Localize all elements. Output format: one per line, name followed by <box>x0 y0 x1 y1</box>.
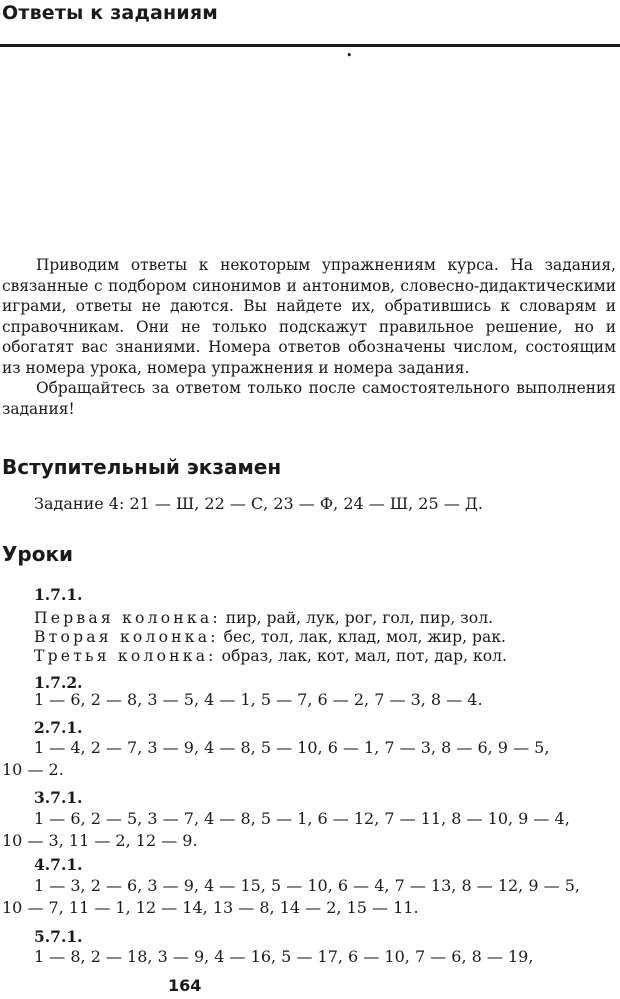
answers-2-7-1 <box>2 737 614 781</box>
page-header-title: Ответы к заданиям <box>2 2 218 24</box>
lesson-id-1-7-1: 1.7.1. <box>34 585 83 604</box>
print-speck: • <box>346 49 353 62</box>
column-line-1 <box>34 609 493 627</box>
exam-task-answers: Задание 4: 21 — Ш, 22 — С, 23 — Ф, 24 — Ш, 25 — Д. <box>34 494 483 513</box>
header-rule <box>0 44 620 47</box>
page-number: 164 <box>168 976 202 995</box>
answers-1-7-2 <box>2 689 614 711</box>
answers-5-7-1 <box>2 946 614 968</box>
lesson-id-2-7-1: 2.7.1. <box>34 718 83 737</box>
answers-line: 1 — 3, 2 — 6, 3 — 9, 4 — 15, 5 — 10, 6 — 4, 7 — 13, 8 — 12, 9 — 5, <box>34 876 580 895</box>
section-title-lessons: Уроки <box>2 542 74 566</box>
answers-line-continued: 10 — 7, 11 — 1, 12 — 14, 13 — 8, 14 — 2, 15 — 11. <box>2 898 419 917</box>
intro-text <box>2 255 616 419</box>
answers-4-7-1 <box>2 875 614 919</box>
answers-line: 1 — 6, 2 — 5, 3 — 7, 4 — 8, 5 — 1, 6 — 12, 7 — 11, 8 — 10, 9 — 4, <box>34 809 570 828</box>
column-words-3: образ, лак, кот, мал, пот, дар, кол. <box>221 647 507 665</box>
answers-line: 1 — 6, 2 — 8, 3 — 5, 4 — 1, 5 — 7, 6 — 2, 7 — 3, 8 — 4. <box>34 690 483 709</box>
column-words-1: пир, рай, лук, рог, гол, пир, зол. <box>225 609 494 627</box>
lesson-id-4-7-1: 4.7.1. <box>34 855 83 874</box>
section-title-exam: Вступительный экзамен <box>2 455 282 479</box>
answers-line: 1 — 4, 2 — 7, 3 — 9, 4 — 8, 5 — 10, 6 — 1, 7 — 3, 8 — 6, 9 — 5, <box>34 738 550 757</box>
answers-line-continued: 10 — 2. <box>2 760 64 779</box>
lesson-id-1-7-2: 1.7.2. <box>34 673 83 692</box>
answers-line-continued: 10 — 3, 11 — 2, 12 — 9. <box>2 831 198 850</box>
column-line-3 <box>34 647 507 665</box>
lesson-id-5-7-1: 5.7.1. <box>34 927 83 946</box>
column-label-2: Вторая колонка: <box>34 628 219 646</box>
column-label-1: Первая колонка: <box>34 609 221 627</box>
column-label-3: Третья колонка: <box>34 647 217 665</box>
intro-paragraph-1: Приводим ответы к некоторым упражнениям курса. На задания, связанные с подбором синонимов и антонимов, словесно-дидактическими играми, ответы не даются. Вы найдете их, обратившись к словарям и справочникам. Они не только подскажут правильное решение, но и обогатят вас знаниями. Номера ответов обозначены числом, состоящим из номера урока, номера упражнения и номера задания. <box>2 256 616 377</box>
lesson-id-3-7-1: 3.7.1. <box>34 788 83 807</box>
intro-paragraph-2: Обращайтесь за ответом только после самостоятельного выполнения задания! <box>2 379 616 418</box>
column-line-2 <box>34 628 506 646</box>
answers-3-7-1 <box>2 808 614 852</box>
answers-line: 1 — 8, 2 — 18, 3 — 9, 4 — 16, 5 — 17, 6 — 10, 7 — 6, 8 — 19, <box>34 947 534 966</box>
column-words-2: бес, тол, лак, клад, мол, жир, рак. <box>223 628 507 646</box>
